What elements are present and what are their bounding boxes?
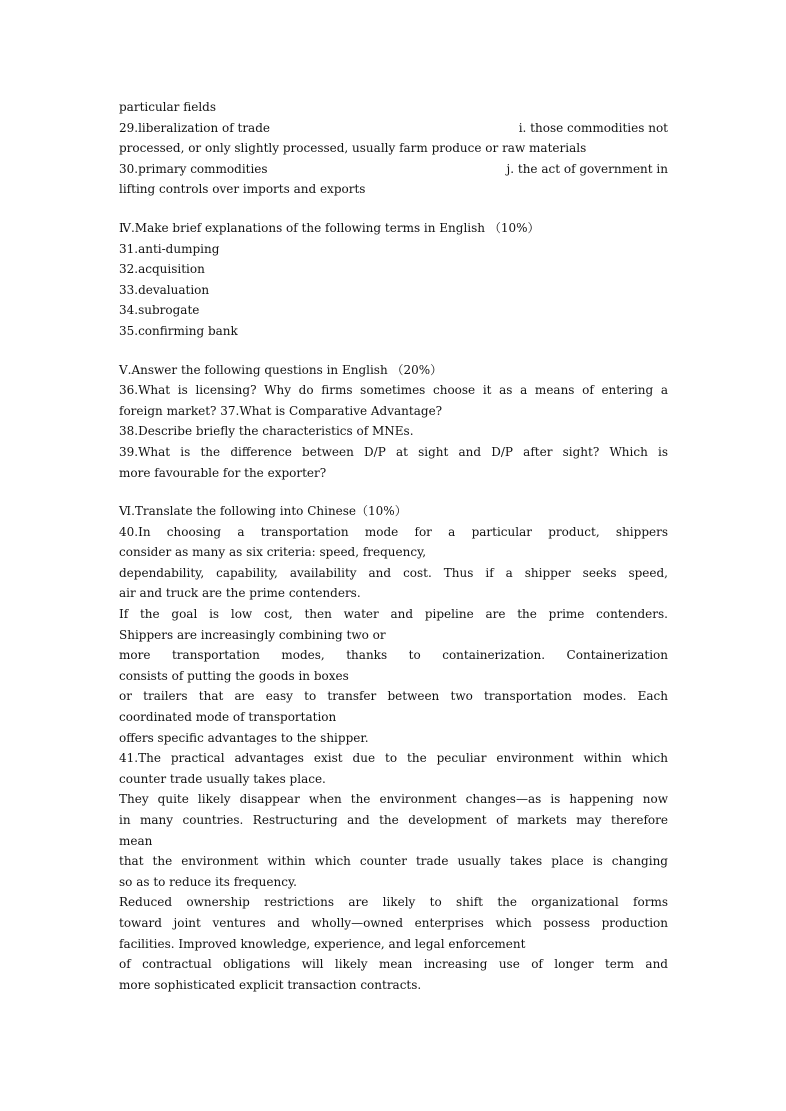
matching-item-29	[119, 118, 668, 139]
question-line: 39.What is the difference between D/P at sight and D/P after sight? Which is	[119, 444, 668, 459]
definition-j: j. the act of government in	[506, 161, 668, 176]
text-line: particular fields	[119, 100, 217, 114]
section-heading-v: Ⅴ.Answer the following questions in English （20%）	[119, 362, 443, 377]
term-30: 30.primary commodities	[119, 161, 268, 176]
section-heading-iv: Ⅳ.Make brief explanations of the following terms in English （10%）	[119, 220, 540, 235]
passage-line: 41.The practical advantages exist due to the peculiar environment within which	[119, 751, 668, 766]
passage-line: or trailers that are easy to transfer between two transportation modes. Each	[119, 689, 668, 704]
list-item: 32.acquisition	[119, 262, 205, 277]
question-line: more favourable for the exporter?	[119, 465, 327, 480]
question-line: foreign market? 37.What is Comparative Advantage?	[119, 403, 443, 418]
passage-line: toward joint ventures and wholly—owned enterprises which possess production	[119, 915, 668, 930]
passage-line: coordinated mode of transportation	[119, 710, 337, 725]
passage-line: of contractual obligations will likely mean increasing use of longer term and	[119, 957, 668, 972]
passage-line: counter trade usually takes place.	[119, 771, 326, 786]
passage-line: Shippers are increasingly combining two or	[119, 627, 386, 642]
passage-line: in many countries. Restructuring and the development of markets may therefore	[119, 813, 668, 827]
list-item: 34.subrogate	[119, 303, 200, 318]
passage-line: facilities. Improved knowledge, experience, and legal enforcement	[119, 936, 526, 951]
text-line: processed, or only slightly processed, usually farm produce or raw materials	[119, 141, 587, 156]
term-29: 29.liberalization of trade	[119, 120, 270, 135]
passage-line: They quite likely disappear when the environment changes—as is happening now	[119, 792, 668, 807]
question-line: 36.What is licensing? Why do firms sometimes choose it as a means of entering a	[119, 383, 668, 398]
matching-item-30	[119, 159, 668, 180]
list-item: 35.confirming bank	[119, 323, 238, 338]
question-line: 38.Describe briefly the characteristics of MNEs.	[119, 424, 414, 439]
definition-i: i. those commodities not	[518, 120, 668, 135]
passage-line: dependability, capability, availability and cost. Thus if a shipper seeks speed,	[119, 565, 668, 580]
passage-line: consider as many as six criteria: speed, frequency,	[119, 545, 427, 560]
passage-line: air and truck are the prime contenders.	[119, 586, 361, 601]
passage-line: more transportation modes, thanks to containerization. Containerization	[119, 648, 668, 663]
section-heading-vi: Ⅵ.Translate the following into Chinese（10%）	[119, 504, 407, 519]
list-item: 31.anti-dumping	[119, 241, 220, 256]
passage-line: If the goal is low cost, then water and pipeline are the prime contenders.	[119, 607, 668, 622]
passage-line: consists of putting the goods in boxes	[119, 668, 349, 683]
passage-line: that the environment within which counter trade usually takes place is changing	[119, 854, 668, 869]
passage-line: more sophisticated explicit transaction contracts.	[119, 977, 422, 992]
list-item: 33.devaluation	[119, 282, 210, 297]
document-page	[119, 97, 668, 995]
passage-line: mean	[119, 833, 153, 848]
passage-line: so as to reduce its frequency.	[119, 874, 297, 889]
passage-line: 40.In choosing a transportation mode for a particular product, shippers	[119, 524, 668, 539]
passage-line: Reduced ownership restrictions are likely to shift the organizational forms	[119, 895, 668, 910]
passage-line: offers specific advantages to the shipper.	[119, 730, 369, 745]
text-line: lifting controls over imports and exports	[119, 182, 366, 197]
